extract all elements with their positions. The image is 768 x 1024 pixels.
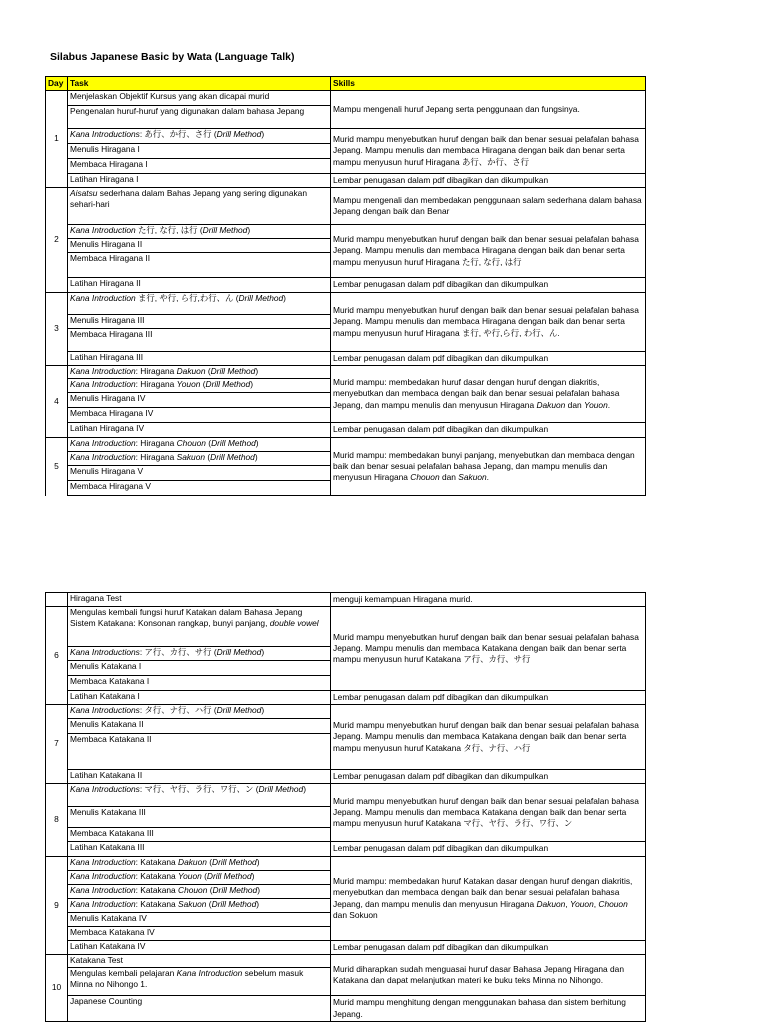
task-cell: Hiragana Test (68, 593, 331, 607)
task-cell: Kana Introduction: Katakana Chouon (Drill Method) (68, 885, 331, 899)
task-cell: Membaca Hiragana I (68, 159, 331, 174)
task-cell: Menulis Katakana II (68, 719, 331, 734)
skills-cell: Murid mampu menghitung dengan menggunakan bahasa dan sistem berhitung Jepang. (331, 996, 646, 1022)
task-cell: Membaca Hiragana II (68, 253, 331, 278)
skills-cell: Murid mampu menyebutkan huruf dengan baik dan benar sesuai pelafalan bahasa Jepang. Mampu menulis dan membaca Hiragana dengan baik dan benar serta mampu menyusun huruf Hiragana あ行、か行、さ行 (331, 129, 646, 174)
skills-cell: Lembar penugasan dalam pdf dibagikan dan dikumpulkan (331, 691, 646, 705)
table-row (46, 705, 646, 719)
task-cell: Kana Introductions: タ行、ナ行、ハ行 (Drill Method) (68, 705, 331, 719)
table-row (46, 366, 646, 379)
skills-cell: Murid mampu: membedakan bunyi panjang, menyebutkan dan membaca dengan baik dan benar sesuai pelafalan bahasa Jepang, dan mampu menulis dan menyusun Hiragana Chouon dan Sakuon. (331, 438, 646, 496)
task-cell: Mengulas kembali pelajaran Kana Introduction sebelum masuk Minna no Nihongo 1. (68, 968, 331, 996)
table-row (46, 857, 646, 871)
skills-cell: Murid mampu menyebutkan huruf dengan baik dan benar sesuai pelafalan bahasa Jepang. Mampu menulis dan membaca Hiragana dengan baik dan benar serta mampu menyusun huruf Hiragana た行, な行, は行 (331, 225, 646, 278)
table-row (46, 293, 646, 315)
day-cell: 8 (46, 784, 68, 857)
task-cell: Kana Introduction: Hiragana Sakuon (Drill Method) (68, 452, 331, 466)
skills-cell: Lembar penugasan dalam pdf dibagikan dan dikumpulkan (331, 423, 646, 438)
skills-cell: Lembar penugasan dalam pdf dibagikan dan dikumpulkan (331, 842, 646, 857)
task-cell: Latihan Katakana I (68, 691, 331, 705)
day-cell: 2 (46, 188, 68, 293)
task-cell: Latihan Hiragana III (68, 352, 331, 366)
task-cell: Kana Introductions: ア行、カ行、サ行 (Drill Method) (68, 647, 331, 661)
task-cell: Menulis Hiragana II (68, 239, 331, 253)
day-cell: 9 (46, 857, 68, 955)
task-cell: Membaca Hiragana III (68, 329, 331, 352)
skills-cell: Murid mampu menyebutkan huruf dengan baik dan benar sesuai pelafalan bahasa Jepang. Mampu menulis dan membaca Katakana dengan baik dan benar serta mampu menyusun huruf Katakana マ行、ヤ行、ラ行、ワ行、ン (331, 784, 646, 842)
skills-cell: Lembar penugasan dalam pdf dibagikan dan dikumpulkan (331, 941, 646, 955)
task-cell: Latihan Hiragana IV (68, 423, 331, 438)
task-cell: Latihan Katakana II (68, 770, 331, 784)
table-row (46, 691, 646, 705)
table-row (46, 174, 646, 188)
day-cell: 1 (46, 91, 68, 188)
skills-cell: Lembar penugasan dalam pdf dibagikan dan dikumpulkan (331, 770, 646, 784)
task-cell: Kana Introduction: Katakana Dakuon (Drill Method) (68, 857, 331, 871)
table-row (46, 278, 646, 293)
task-cell: Kana Introductions: あ行、か行、さ行 (Drill Method) (68, 129, 331, 144)
task-cell: Japanese Counting (68, 996, 331, 1022)
task-cell: Kana Introductions: マ行、ヤ行、ラ行、ワ行、ン (Drill Method) (68, 784, 331, 807)
syllabus-table-part-2 (45, 592, 646, 1022)
task-cell: Latihan Hiragana II (68, 278, 331, 293)
task-cell: Kana Introduction ま行, や行, ら行,わ行、ん (Drill Method) (68, 293, 331, 315)
table-row (46, 593, 646, 607)
skills-cell: Lembar penugasan dalam pdf dibagikan dan dikumpulkan (331, 278, 646, 293)
table-row (46, 941, 646, 955)
task-cell: Membaca Hiragana V (68, 481, 331, 496)
table-header-row (46, 77, 646, 91)
skills-cell: Murid mampu menyebutkan huruf dengan baik dan benar sesuai pelafalan bahasa Jepang. Mampu menulis dan membaca Hiragana dengan baik dan benar serta mampu menyusun huruf Hiragana ま行, や行,ら行, わ行、ん. (331, 293, 646, 352)
table-row (46, 955, 646, 968)
skills-cell: Mampu mengenali dan membedakan penggunaan salam sederhana dalam bahasa Jepang dengan baik dan Benar (331, 188, 646, 225)
day-cell: 7 (46, 705, 68, 784)
day-cell: 6 (46, 607, 68, 705)
skills-cell: Murid mampu menyebutkan huruf dengan baik dan benar sesuai pelafalan bahasa Jepang. Mampu menulis dan membaca Katakana dengan baik dan benar serta mampu menyusun huruf Katakana ア行、カ行、サ行 (331, 607, 646, 691)
day-cell: 3 (46, 293, 68, 366)
task-cell: Menjelaskan Objektif Kursus yang akan dicapai murid (68, 91, 331, 106)
table-row (46, 996, 646, 1022)
table-row (46, 784, 646, 807)
task-cell: Latihan Katakana IV (68, 941, 331, 955)
day-cell: 5 (46, 438, 68, 496)
table-row (46, 607, 646, 647)
skills-cell: Murid mampu menyebutkan huruf dengan baik dan benar sesuai pelafalan bahasa Jepang. Mampu menulis dan membaca Katakana dengan baik dan benar serta mampu menyusun huruf Katakana タ行、ナ行、ハ行 (331, 705, 646, 770)
header-day: Day (46, 77, 68, 91)
header-skills: Skills (331, 77, 646, 91)
skills-cell: Lembar penugasan dalam pdf dibagikan dan dikumpulkan (331, 352, 646, 366)
skills-cell: menguji kemampuan Hiragana murid. (331, 593, 646, 607)
header-task: Task (68, 77, 331, 91)
task-cell: Kana Introduction: Katakana Youon (Drill Method) (68, 871, 331, 885)
task-cell: Aisatsu sederhana dalam Bahas Jepang yang sering digunakan sehari-hari (68, 188, 331, 225)
table-row (46, 225, 646, 239)
table-row (46, 188, 646, 225)
task-cell: Menulis Hiragana IV (68, 393, 331, 408)
task-cell: Membaca Katakana III (68, 828, 331, 842)
table-row (46, 438, 646, 452)
task-cell: Pengenalan huruf-huruf yang digunakan dalam bahasa Jepang (68, 106, 331, 129)
task-cell: Latihan Katakana III (68, 842, 331, 857)
task-cell: Menulis Katakana IV (68, 913, 331, 927)
task-cell: Kana Introduction: Katakana Sakuon (Drill Method) (68, 899, 331, 913)
task-cell: Mengulas kembali fungsi huruf Katakan dalam Bahasa Jepang Sistem Katakana: Konsonan rangkap, bunyi panjang, double vowel (68, 607, 331, 647)
table-row (46, 842, 646, 857)
table-row (46, 423, 646, 438)
task-cell: Menulis Katakana I (68, 661, 331, 676)
skills-cell: Murid mampu: membedakan huruf Katakan dasar dengan huruf dengan diakritis, menyebutkan dan membaca dengan baik dan benar sesuai pelafalan bahasa Jepang, dan mampu menulis dan menyusun Hiragana Dakuon, Youon, Chouon dan Sokuon (331, 857, 646, 941)
task-cell: Kana Introduction: Hiragana Youon (Drill Method) (68, 379, 331, 393)
table-row (46, 91, 646, 106)
table-row (46, 770, 646, 784)
table-row (46, 352, 646, 366)
task-cell: Membaca Katakana II (68, 734, 331, 770)
day-cell (46, 593, 68, 607)
task-cell: Menulis Hiragana V (68, 466, 331, 481)
page-title: Silabus Japanese Basic by Wata (Language Talk) (50, 51, 295, 63)
skills-cell: Murid diharapkan sudah menguasai huruf dasar Bahasa Jepang Hiragana dan Katakana dan dapat melanjutkan materi ke buku teks Minna no Nihongo. (331, 955, 646, 996)
skills-cell: Murid mampu: membedakan huruf dasar dengan huruf dengan diakritis, menyebutkan dan membaca dengan baik dan benar sesuai pelafalan bahasa Jepang, dan mampu menulis dan menyusun Hiragana Dakuon dan Youon. (331, 366, 646, 423)
task-cell: Menulis Katakana III (68, 807, 331, 828)
table-row (46, 129, 646, 144)
task-cell: Latihan Hiragana I (68, 174, 331, 188)
task-cell: Membaca Katakana I (68, 676, 331, 691)
skills-cell: Mampu mengenali huruf Jepang serta penggunaan dan fungsinya. (331, 91, 646, 129)
day-cell: 10 (46, 955, 68, 1022)
task-cell: Menulis Hiragana III (68, 315, 331, 329)
task-cell: Kana Introduction た行, な行, は行 (Drill Method) (68, 225, 331, 239)
task-cell: Katakana Test (68, 955, 331, 968)
task-cell: Membaca Katakana IV (68, 927, 331, 941)
task-cell: Kana Introduction: Hiragana Dakuon (Drill Method) (68, 366, 331, 379)
skills-cell: Lembar penugasan dalam pdf dibagikan dan dikumpulkan (331, 174, 646, 188)
task-cell: Membaca Hiragana IV (68, 408, 331, 423)
task-cell: Kana Introduction: Hiragana Chouon (Drill Method) (68, 438, 331, 452)
task-cell: Menulis Hiragana I (68, 144, 331, 159)
syllabus-table-part-1 (45, 76, 646, 496)
day-cell: 4 (46, 366, 68, 438)
